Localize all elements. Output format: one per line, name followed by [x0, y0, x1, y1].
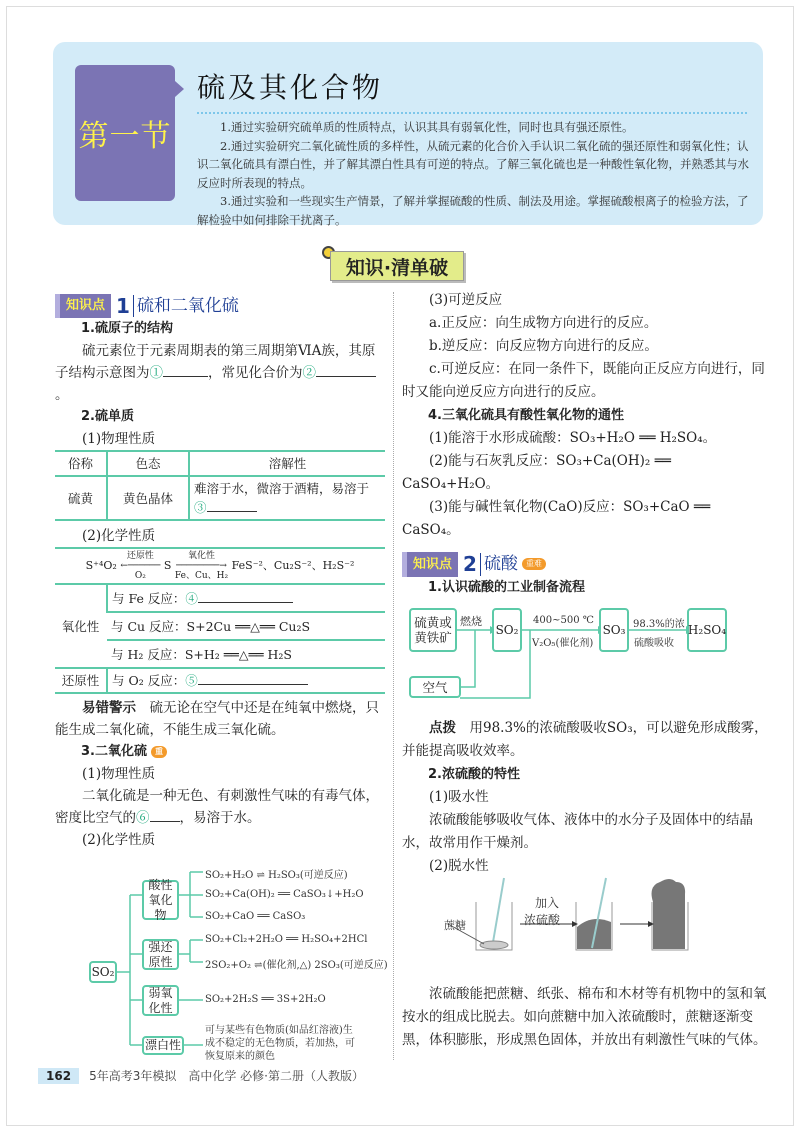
glass-rod-icon [492, 878, 504, 948]
tip-label: 点拨 [429, 720, 456, 736]
knowledge-point-2 [402, 552, 768, 576]
subheading: (1)吸水性 [429, 789, 489, 805]
subheading: (2)化学性质 [82, 528, 156, 544]
paragraph: a.正反应：向生成物方向进行的反应。 [429, 315, 658, 331]
text: ，常见化合价为 [208, 365, 303, 381]
heading: 2.浓硫酸的特性 [428, 767, 520, 782]
book-title: 5年高考3年模拟 高中化学 必修·第二册（人教版） [89, 1069, 364, 1083]
row-group: 还原性 [55, 668, 107, 693]
blank-number: ③ [194, 500, 207, 515]
knowledge-banner: 知识·清单破 [330, 251, 464, 281]
flow-condition: 98.3%的浓 [633, 619, 685, 630]
blank-number: ② [302, 365, 316, 381]
blank-number: ④ [185, 590, 198, 606]
paragraph: (1)能溶于水形成硫酸：SO₃+H₂O ══ H₂SO₄。 [429, 430, 717, 446]
objective: 2.通过实验研究二氧化硫性质的多样性，从硫元素的化合价入手认识二氧化硫的强还原性和弱氧化性；认识二氧化硫具有漂白性，并了解其漂白性具有可逆的特点。了解三氧化硫也是一种酸性氧化物，并熟悉其与水反应时所表现的特点。 [197, 138, 749, 190]
subheading: (3)可逆反应 [429, 292, 503, 308]
text: 用98.3%的浓硫酸吸收SO₃，可以避免形成酸雾，并能提高吸收效率。 [402, 720, 768, 759]
text: Fe、Cu、H₂ [174, 571, 229, 581]
objective: 3.通过实验和一些现实生产情景，了解并掌握硫酸的性质、制法及用途。掌握硫酸根离子的检验方法，了解检验中如何排除干扰离子。 [197, 194, 749, 227]
page-number: 162 [38, 1068, 79, 1084]
blank-number: ① [149, 365, 163, 381]
equation: SO₂+Ca(OH)₂ ══ CaSO₃↓+H₂O [205, 889, 364, 900]
arrow-left: 还原性 ←────── O₂ [120, 551, 161, 581]
equation: SO₂+2H₂S ══ 3S+2H₂O [205, 994, 326, 1005]
subheading: (1)物理性质 [82, 766, 156, 782]
key-badge: 重 [151, 746, 167, 758]
figure-label: 浓硫酸 [524, 913, 561, 927]
flow-so3: SO₃ [599, 608, 629, 652]
paragraph: c.可逆反应：在同一条件下，既能向正反应方向进行，同时又能向逆反应方向进行的反应。 [402, 361, 765, 400]
equation: 2SO₂+O₂ ⇌(催化剂,△) 2SO₃(可逆反应) [205, 960, 388, 971]
footer [38, 1067, 364, 1084]
text: ，易溶于水。 [179, 810, 261, 826]
paragraph: b.逆反应：向反应物方向进行的反应。 [429, 338, 658, 354]
paragraph: 浓硫酸能把蔗糖、纸张、棉布和木材等有机物中的氢和氧按水的组成比脱去。如向蔗糖中加入浓硫酸时，蔗糖逐渐变黑，体积膨胀，形成黑色固体，并放出有刺激性气味的气体。 [402, 986, 767, 1048]
figure-label: 蔗糖 [444, 919, 466, 932]
heading: 1.认识硫酸的工业制备流程 [428, 580, 585, 595]
table-cell: 硫黄 [55, 476, 107, 520]
text: S⁺⁴O₂ [85, 559, 117, 572]
equation: SO₂+CaO ══ CaSO₃ [205, 911, 306, 922]
tip [402, 717, 768, 763]
heading: 1.硫原子的结构 [81, 321, 173, 336]
section-number: 第一节 [75, 65, 175, 201]
paragraph: (3)能与碱性氧化物(CaO)反应：SO₃+CaO ══ CaSO₄。 [402, 499, 711, 538]
table-header: 俗称 [55, 451, 107, 476]
table-cell: 黄色晶体 [107, 476, 189, 520]
text: 硫元素位于元素周期表的第三周期第ⅥA族，其原子结构示意图为 [55, 343, 376, 381]
objective: 1.通过实验研究硫单质的性质特点，认识其具有弱氧化性，同时也具有强还原性。 [220, 120, 634, 134]
equation: SO₂+H₂O ⇌ H₂SO₃(可逆反应) [205, 870, 348, 881]
text: 硫无论在空气中还是在纯氧中燃烧，只能生成二氧化硫，不能生成三氧化硫。 [55, 700, 379, 738]
table-header: 色态 [107, 451, 189, 476]
sugar-icon [480, 941, 508, 949]
flow-raw-material: 硫黄或黄铁矿 [409, 608, 457, 652]
equation: SO₂+Cl₂+2H₂O ══ H₂SO₄+2HCl [205, 934, 368, 945]
subheading: (2)脱水性 [429, 858, 489, 874]
flow-condition: 硫酸吸收 [634, 638, 674, 649]
text: 难溶于水，微溶于酒精，易溶于 [194, 481, 370, 496]
blank-number: ⑥ [136, 810, 150, 826]
flow-condition: V₂O₅(催化剂) [532, 638, 594, 649]
flow-h2so4: H₂SO₄ [687, 608, 727, 652]
table-cell: 与 H₂ 反应：S+H₂ ══△══ H₂S [107, 640, 385, 668]
text: 二氧化硫是一种无色、有刺激性气味的有毒气体，密度比空气的 [55, 788, 379, 826]
branch-acidic-oxide: 酸性氧化物 [142, 880, 179, 920]
blank-number: ⑤ [185, 673, 198, 688]
table-header: 溶解性 [189, 451, 385, 476]
branch-oxidizing: 弱氧化性 [142, 985, 179, 1016]
subheading: (2)化学性质 [82, 832, 156, 848]
kp-label: 硫和二氧化硫 [133, 295, 239, 317]
flow-condition: 400~500 ℃ [533, 615, 594, 626]
sugar-dehydration-figure [440, 872, 700, 954]
bleaching-note: 可与某些有色物质(如品红溶液)生成不稳定的无色物质，若加热，可恢复原来的颜色 [205, 1025, 355, 1062]
text: 3.二氧化硫 [81, 744, 147, 759]
arrow-right: 氧化性 ────────→ Fe、Cu、H₂ [174, 551, 229, 581]
so2-root: SO₂ [89, 961, 117, 983]
subheading: (1)物理性质 [82, 431, 156, 447]
expanded-carbon-icon [652, 879, 686, 949]
kp-label: 硫酸 [480, 553, 518, 576]
paragraph: (2)能与石灰乳反应：SO₃+Ca(OH)₂ ══ CaSO₄+H₂O。 [402, 453, 671, 492]
flow-so2: SO₂ [492, 608, 522, 652]
heading: 4.三氧化硫具有酸性氧化物的通性 [428, 408, 624, 423]
table-cell: 与 Cu 反应：S+2Cu ══△══ Cu₂S [107, 612, 385, 640]
warning-label: 易错警示 [82, 700, 136, 716]
text: 还原性 [126, 551, 154, 561]
text: 与 Fe 反应： [112, 590, 186, 606]
flow-air: 空气 [409, 676, 461, 698]
section-title: 硫及其化合物 [197, 71, 384, 104]
text: S [163, 559, 172, 572]
kp-number: 2 [463, 551, 477, 576]
row-group: 氧化性 [55, 584, 107, 668]
text: 。 [55, 387, 69, 403]
text: FeS⁻²、Cu₂S⁻²、H₂S⁻² [231, 559, 355, 572]
paragraph: 浓硫酸能够吸收气体、液体中的水分子及固体中的结晶水，故常用作干燥剂。 [402, 812, 753, 851]
kp-number: 1 [116, 294, 130, 318]
branch-reducing: 强还原性 [142, 939, 179, 970]
flow-label: 燃烧 [460, 615, 482, 628]
text: O₂ [134, 571, 146, 581]
key-difficult-badge: 重难 [522, 558, 546, 570]
figure-label: 加入 [535, 896, 560, 910]
heading: 2.硫单质 [81, 409, 134, 424]
kp-tag: 知识点 [402, 552, 458, 577]
branch-bleaching: 漂白性 [142, 1036, 184, 1055]
text: 与 O₂ 反应： [112, 673, 186, 688]
text: 氧化性 [188, 551, 216, 561]
kp-tag: 知识点 [55, 294, 111, 318]
